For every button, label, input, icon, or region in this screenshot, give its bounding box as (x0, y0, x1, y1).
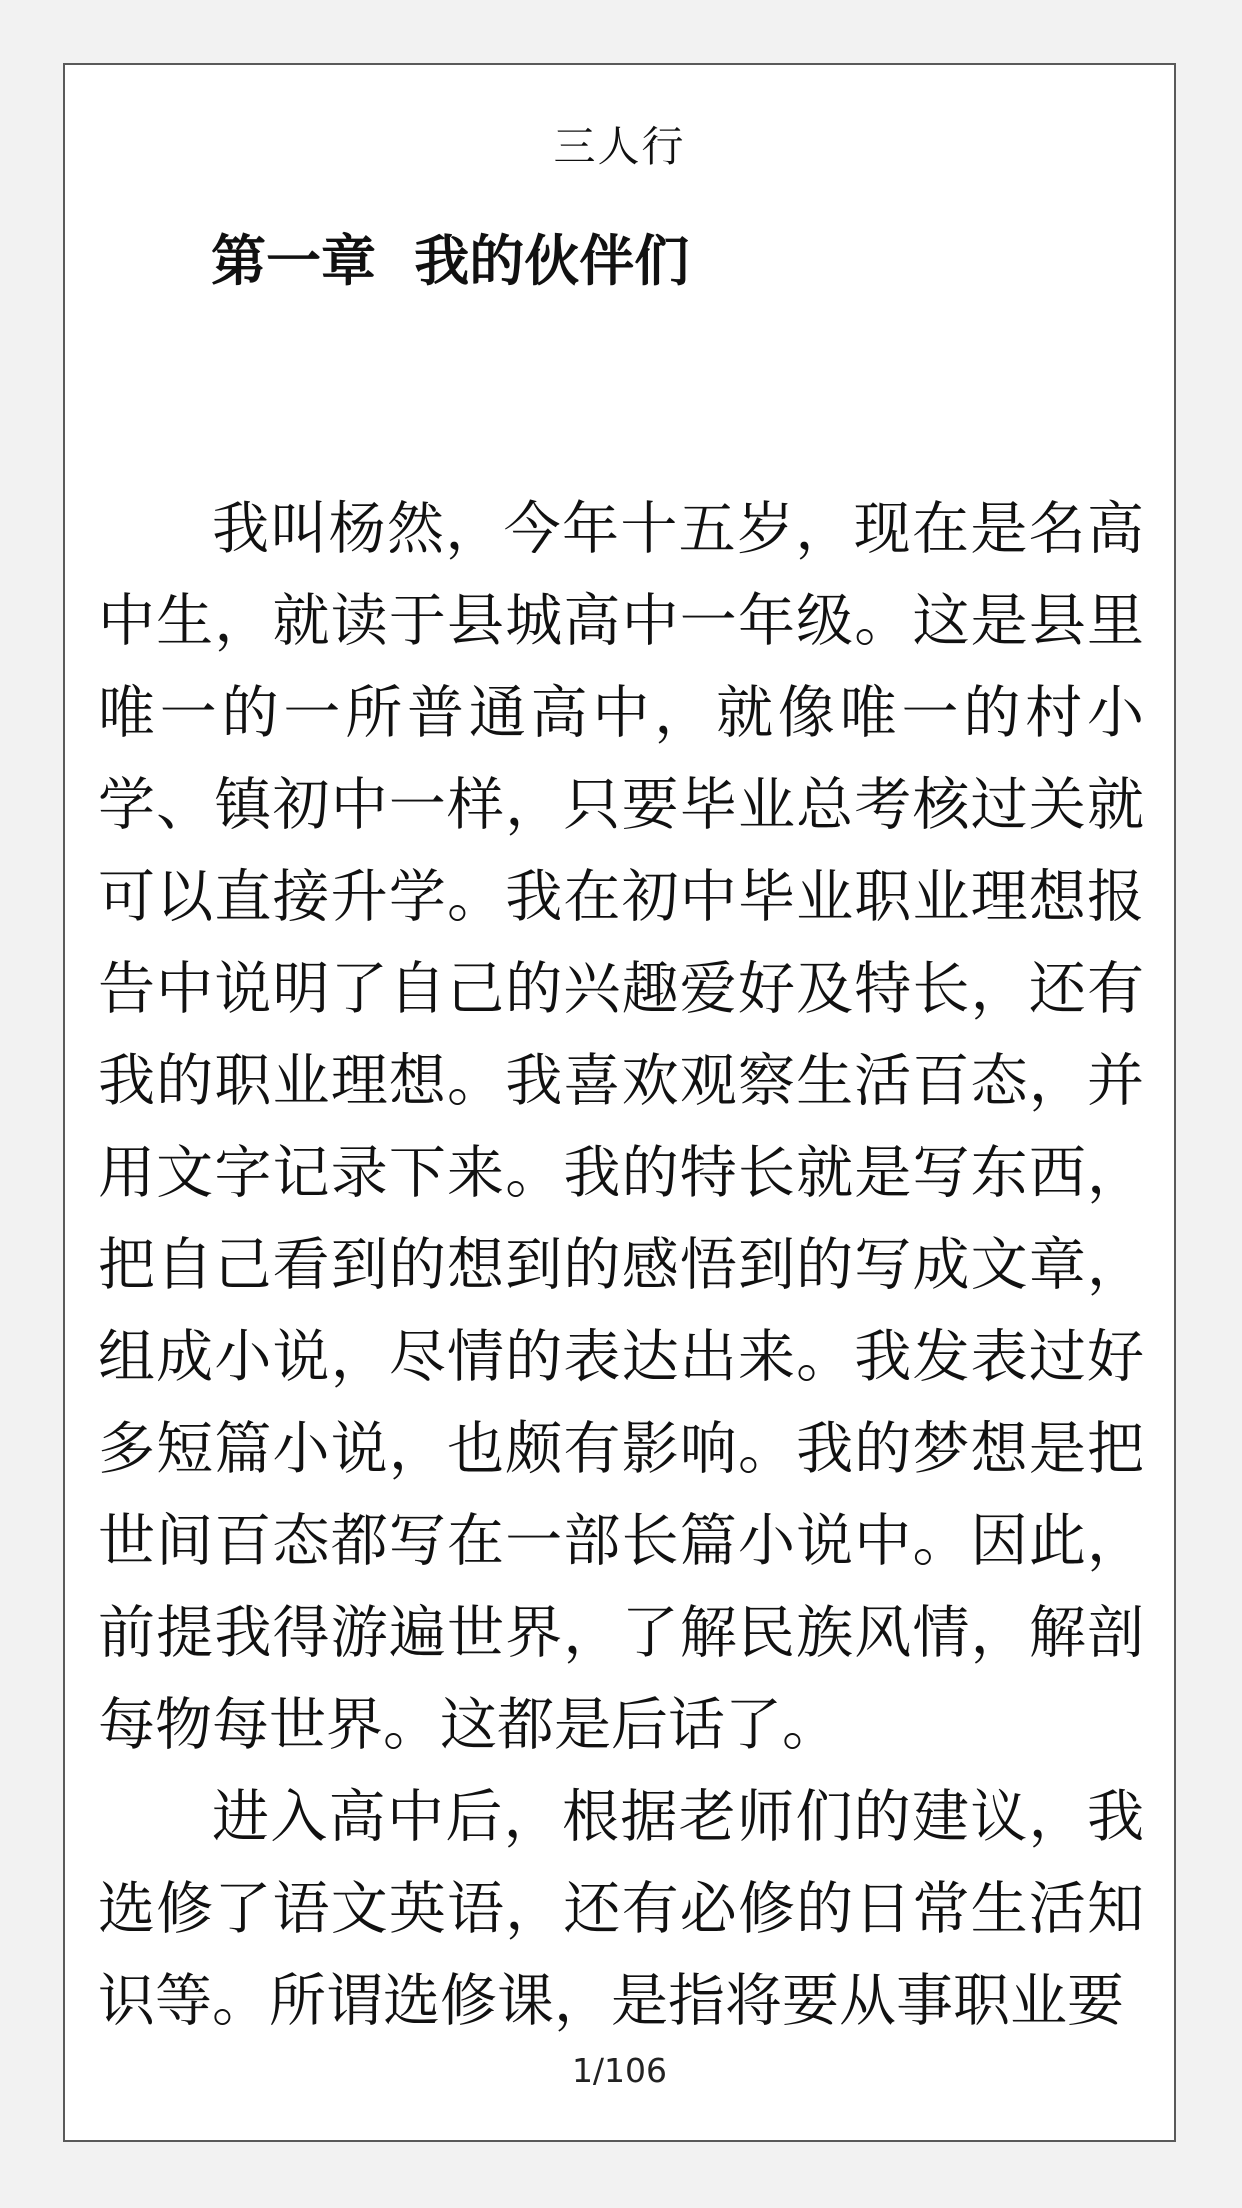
page-indicator: 1/106 (571, 2051, 668, 2090)
book-title: 三人行 (553, 122, 686, 171)
paragraph-2: 进入高中后，根据老师们的建议，我选修了语文英语，还有必修的日常生活知识等。所谓选修课，是指将要从事职业要 (98, 1784, 1144, 2034)
paragraph-1: 我叫杨然，今年十五岁，现在是名高中生，就读于县城高中一年级。这是县里唯一的一所普通高中，就像唯一的村小学、镇初中一样，只要毕业总考核过关就可以直接升学。我在初中毕业职业理想报告中说明了自己的兴趣爱好及特长，还有我的职业理想。我喜欢观察生活百态，并用文字记录下来。我的特长就是写东西，把自己看到的想到的感悟到的写成文章，组成小说，尽情的表达出来。我发表过好多短篇小说，也颇有影响。我的梦想是把世间百态都写在一部长篇小说中。因此，前提我得游遍世界，了解民族风情，解剖每物每世界。这都是后话了。 (98, 496, 1144, 1758)
chapter-title: 第一章 我的伙伴们 (211, 229, 690, 293)
reader-page (63, 63, 1176, 2142)
chapter-body (98, 483, 1144, 2047)
